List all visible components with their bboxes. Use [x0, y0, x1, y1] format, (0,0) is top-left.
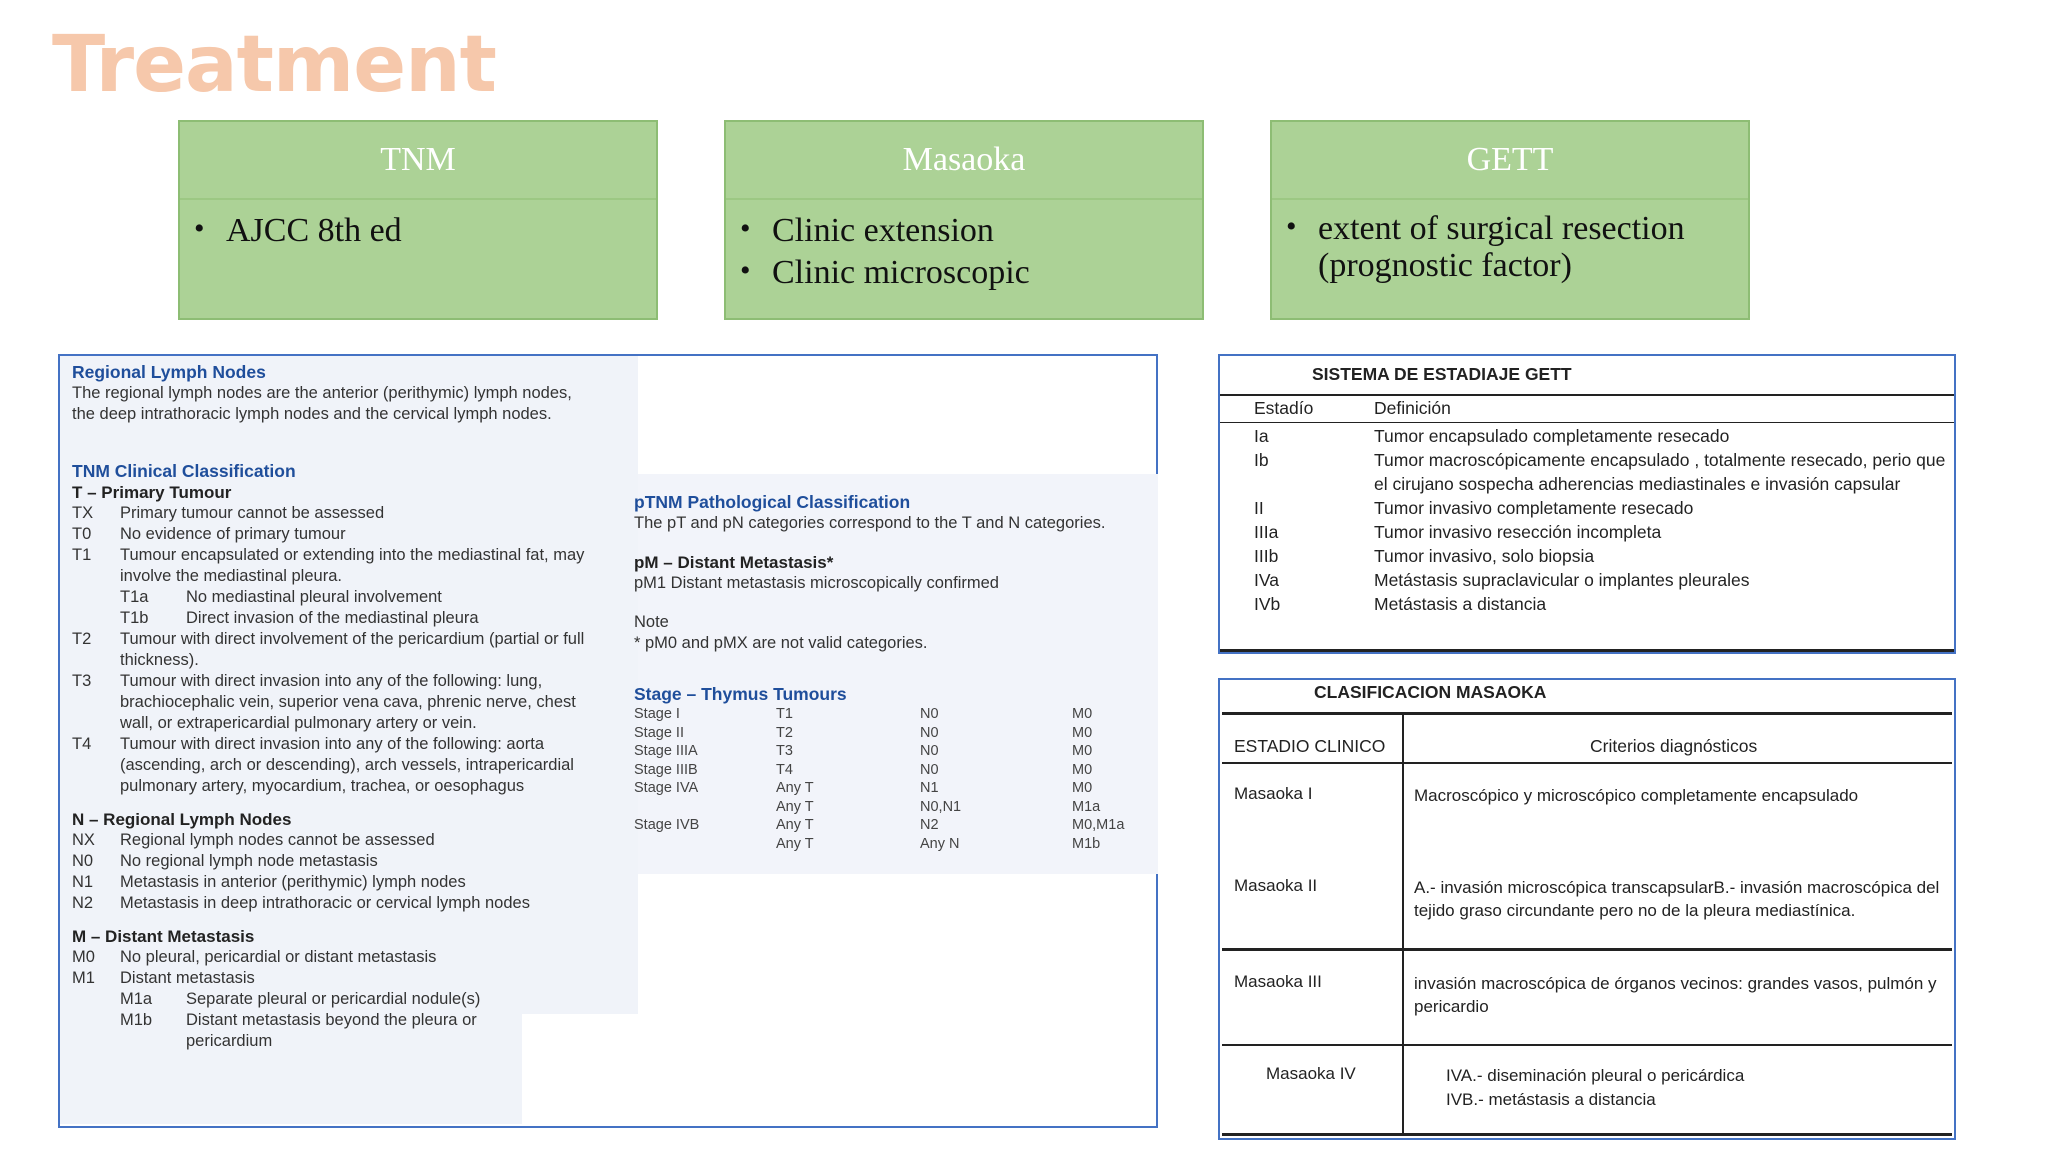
t1-sub-row: T1b Direct invasion of the mediastinal pleura: [120, 609, 479, 627]
stage-cell: Stage II: [634, 724, 684, 741]
tnm-classification-panel: [58, 354, 1158, 1128]
gett-title: SISTEMA DE ESTADIAJE GETT: [1312, 364, 1572, 384]
n-title: N – Regional Lymph Nodes: [72, 810, 292, 829]
t-row: T3 Tumour with direct invasion into any of the following: lung, brachiocephalic vein, superior vena cava, phrenic nerve, chest wall, or extrapericardial pulmonary artery or vein.: [72, 672, 576, 732]
gett-col-stage: Estadío: [1254, 398, 1314, 418]
gett-row-definition: Tumor invasivo completamente resecado: [1374, 498, 1694, 518]
stage-cell: Any T: [776, 817, 814, 833]
m1-sub-row: M1a Separate pleural or pericardial nodule(s): [120, 990, 481, 1008]
masaoka-row-criteria: IVA.- diseminación pleural o pericárdica: [1446, 1066, 1745, 1085]
stage-cell: Stage IVB: [634, 817, 700, 833]
n-row: N2 Metastasis in deep intrathoracic or cervical lymph nodes: [72, 894, 530, 912]
masaoka-col-stage: ESTADIO CLINICO: [1234, 736, 1386, 756]
gett-row-stage: Ia: [1254, 426, 1269, 446]
stage-row: [634, 798, 1144, 817]
stage-cell: T2: [776, 724, 793, 741]
masaoka-card-bullet: • Clinic extension: [740, 210, 1202, 252]
stage-cell: T4: [776, 761, 793, 778]
stage-cell: M0: [1072, 743, 1093, 759]
gett-row: [1220, 448, 1954, 496]
masaoka-row-stage: Masaoka IV: [1266, 1064, 1356, 1083]
masaoka-row-criteria: A.- invasión microscópica transcapsularB.- invasión macroscópica del tejido graso circundante pero no de la pleura mediastínica.: [1414, 878, 1940, 920]
gett-row: [1220, 520, 1954, 544]
masaoka-card-bullet: • Clinic microscopic: [740, 252, 1202, 294]
note-text: * pM0 and pMX are not valid categories.: [634, 634, 928, 652]
pm-text: pM1 Distant metastasis microscopically confirmed: [634, 574, 999, 592]
gett-row-definition: Tumor macroscópicamente encapsulado , totalmente resecado, perio que el cirujano sospecha adherencias mediastinales e invasión capsular: [1374, 450, 1946, 494]
masaoka-panel: [1218, 678, 1956, 1140]
regional-text: The regional lymph nodes are the anterior (perithymic) lymph nodes, the deep intrathoracic lymph nodes and the cervical lymph nodes.: [72, 384, 572, 423]
stage-cell: T3: [776, 743, 793, 759]
gett-card: [1270, 120, 1750, 320]
stage-row: [634, 779, 1144, 798]
masaoka-card: [724, 120, 1204, 320]
stage-cell: Stage IIIA: [634, 743, 698, 759]
masaoka-row-stage: Masaoka I: [1234, 784, 1313, 803]
masaoka-title: CLASIFICACION MASAOKA: [1314, 682, 1547, 702]
stage-row: [634, 835, 1144, 854]
t-row: TX Primary tumour cannot be assessed: [72, 504, 385, 522]
stage-cell: N0: [920, 706, 939, 722]
stage-row: [634, 816, 1144, 835]
gett-row-stage: IVa: [1254, 570, 1279, 590]
stage-cell: Any T: [776, 835, 814, 852]
t-row: T1 Tumour encapsulated or extending into the mediastinal fat, may involve the mediastinal pleura.: [72, 546, 585, 585]
t-title: T – Primary Tumour: [72, 483, 232, 502]
pm-title: pM – Distant Metastasis*: [634, 553, 834, 572]
masaoka-row-criteria: invasión macroscópica de órganos vecinos: grandes vasos, pulmón y pericardio: [1414, 974, 1937, 1016]
stage-cell: M0: [1072, 724, 1093, 741]
gett-row: [1220, 496, 1954, 520]
stage-cell: M0: [1072, 706, 1093, 722]
tnm-card: [178, 120, 658, 320]
stage-table: [634, 705, 1144, 853]
gett-row: [1220, 424, 1954, 448]
stage-cell: M0: [1072, 761, 1093, 778]
gett-row-stage: IIIb: [1254, 546, 1279, 566]
gett-row-definition: Tumor encapsulado completamente resecado: [1374, 426, 1730, 446]
m1-sub-row: M1b Distant metastasis beyond the pleura or pericardium: [120, 1011, 477, 1050]
stage-cell: N0: [920, 743, 939, 759]
stage-cell: M1a: [1072, 798, 1101, 815]
n-row: N0 No regional lymph node metastasis: [72, 852, 378, 870]
masaoka-row-criteria: IVB.- metástasis a distancia: [1446, 1090, 1656, 1109]
gett-rows: [1220, 424, 1954, 616]
masaoka-card-header: Masaoka: [726, 122, 1202, 200]
stage-cell: N0,N1: [920, 798, 962, 815]
masaoka-row-stage: Masaoka III: [1234, 972, 1322, 991]
t-row: T4 Tumour with direct invasion into any of the following: aorta (ascending, arch or descending), arch vessels, intrapericardial pulmonary artery, myocardium, trachea, or oesophagus: [72, 735, 574, 795]
stage-row: [634, 705, 1144, 724]
stage-cell: Stage IIIB: [634, 761, 698, 778]
gett-staging-panel: [1218, 354, 1956, 654]
gett-row-definition: Metástasis supraclavicular o implantes pleurales: [1374, 570, 1750, 590]
m-row: M0 No pleural, pericardial or distant metastasis: [72, 948, 437, 966]
gett-row-definition: Metástasis a distancia: [1374, 594, 1547, 614]
tnm-card-header: TNM: [180, 122, 656, 200]
gett-card-header: GETT: [1272, 122, 1748, 200]
stage-cell: N0: [920, 724, 939, 741]
stage-cell: Stage I: [634, 706, 680, 722]
masaoka-row-criteria: Macroscópico y microscópico completamente encapsulado: [1414, 786, 1859, 805]
ptnm-title: pTNM Pathological Classification: [634, 492, 911, 512]
gett-col-definition: Definición: [1374, 398, 1451, 418]
m-title: M – Distant Metastasis: [72, 927, 255, 946]
tnm-card-bullet: • AJCC 8th ed: [194, 210, 656, 252]
stage-row: [634, 761, 1144, 780]
stage-row: [634, 742, 1144, 761]
stage-cell: Any T: [776, 780, 814, 796]
stage-cell: M0: [1072, 780, 1093, 796]
note-label: Note: [634, 613, 669, 631]
stage-cell: [634, 798, 776, 817]
t-row: T2 Tumour with direct involvement of the pericardium (partial or full thickness).: [72, 630, 585, 669]
gett-row-stage: II: [1254, 498, 1264, 518]
gett-card-bullet: • extent of surgical resection (prognostic factor): [1286, 210, 1748, 284]
gett-row: [1220, 568, 1954, 592]
stage-cell: Any N: [920, 835, 960, 852]
stage-cell: M1b: [1072, 835, 1101, 852]
stage-cell: N0: [920, 761, 939, 778]
n-row: NX Regional lymph nodes cannot be assessed: [72, 831, 435, 849]
t1-sub-row: T1a No mediastinal pleural involvement: [120, 588, 442, 606]
gett-row-stage: IVb: [1254, 594, 1281, 614]
stage-cell: T1: [776, 706, 793, 722]
gett-row-stage: IIIa: [1254, 522, 1279, 542]
ptnm-text: The pT and pN categories correspond to the T and N categories.: [634, 514, 1106, 532]
masaoka-row-stage: Masaoka II: [1234, 876, 1318, 895]
clinical-title: TNM Clinical Classification: [72, 461, 296, 481]
n-row: N1 Metastasis in anterior (perithymic) lymph nodes: [72, 873, 466, 891]
gett-row-stage: Ib: [1254, 450, 1269, 470]
stage-cell: Any T: [776, 798, 814, 815]
stage-title: Stage – Thymus Tumours: [634, 684, 847, 704]
tnm-left-column: [72, 362, 592, 1052]
gett-row: [1220, 544, 1954, 568]
stage-row: [634, 724, 1144, 743]
slide-title: Treatment: [52, 20, 496, 110]
gett-row-definition: Tumor invasivo, solo biopsia: [1374, 546, 1595, 566]
stage-cell: [634, 835, 776, 854]
stage-cell: Stage IVA: [634, 780, 699, 796]
stage-cell: N1: [920, 780, 939, 796]
regional-title: Regional Lymph Nodes: [72, 362, 266, 382]
gett-row-definition: Tumor invasivo resección incompleta: [1374, 522, 1662, 542]
stage-cell: N2: [920, 817, 939, 833]
stage-cell: M0,M1a: [1072, 817, 1125, 833]
tnm-right-column: [634, 492, 1144, 853]
m-row: M1 Distant metastasis: [72, 969, 255, 987]
masaoka-col-criteria: Criterios diagnósticos: [1590, 736, 1758, 756]
gett-row: [1220, 592, 1954, 616]
t-row: T0 No evidence of primary tumour: [72, 525, 346, 543]
